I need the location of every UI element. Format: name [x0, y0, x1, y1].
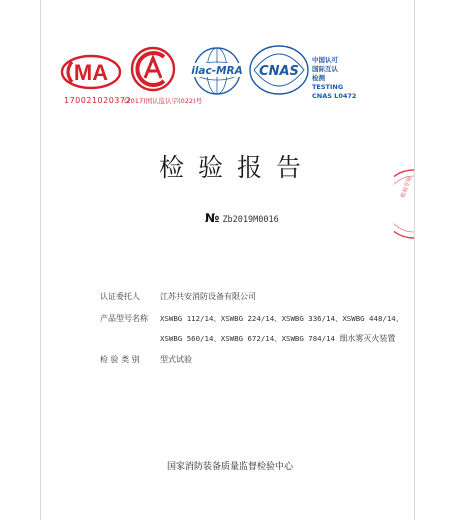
- product-model-label: 产品型号名称: [100, 314, 148, 323]
- cnas-line: TESTING: [312, 83, 344, 91]
- cnas-line: 中国认可: [312, 56, 338, 64]
- svg-text:检验专用: 检验专用: [400, 175, 414, 199]
- svg-text:CNAS: CNAS: [259, 64, 299, 79]
- cnas-line: 国际互认: [312, 65, 338, 73]
- cal-logo-icon: [128, 46, 178, 92]
- cnas-text-block: [312, 56, 356, 101]
- left-page-edge: [40, 0, 41, 520]
- official-seal-icon: [394, 168, 416, 240]
- right-page-edge: [414, 0, 415, 520]
- client-value: 江苏共安消防设备有限公司: [160, 292, 256, 301]
- inspection-type-label: 检 验 类 别: [100, 355, 140, 364]
- inspection-type-field: [100, 354, 192, 365]
- client-field: [100, 291, 256, 302]
- product-model-line2: [160, 333, 395, 344]
- product-model-line2-models: XSWBG 560/14、XSWBG 672/14、XSWBG 784/14: [160, 334, 335, 343]
- cma-number: 170021020372: [64, 96, 132, 105]
- cnas-line: 检测: [312, 74, 325, 82]
- inspection-type-value: 型式试验: [160, 355, 192, 364]
- report-number: [205, 211, 279, 225]
- number-mark: №: [205, 211, 220, 225]
- ilac-mra-logo-icon: [188, 46, 246, 96]
- svg-text:ilac-MRA: ilac-MRA: [191, 65, 243, 77]
- product-model-line1: XSWBG 112/14、XSWBG 224/14、XSWBG 336/14、XSWBG 448/14、: [160, 314, 404, 323]
- report-title: 检验报告: [158, 153, 315, 182]
- client-label: 认证委托人: [100, 292, 140, 301]
- cma-logo-icon: [60, 52, 122, 92]
- svg-text:MA: MA: [73, 60, 109, 85]
- cnas-logo-icon: [248, 44, 310, 96]
- issuing-organization: 国家消防装备质量监督检验中心: [166, 462, 293, 472]
- product-model-field: [100, 313, 403, 324]
- cal-caption: (2017)国认监认字(022)号: [124, 97, 203, 105]
- product-name: 细水雾灭火装置: [339, 334, 396, 343]
- report-number-value: Zb2019M0016: [222, 215, 279, 225]
- cnas-line: CNAS L0472: [312, 92, 357, 100]
